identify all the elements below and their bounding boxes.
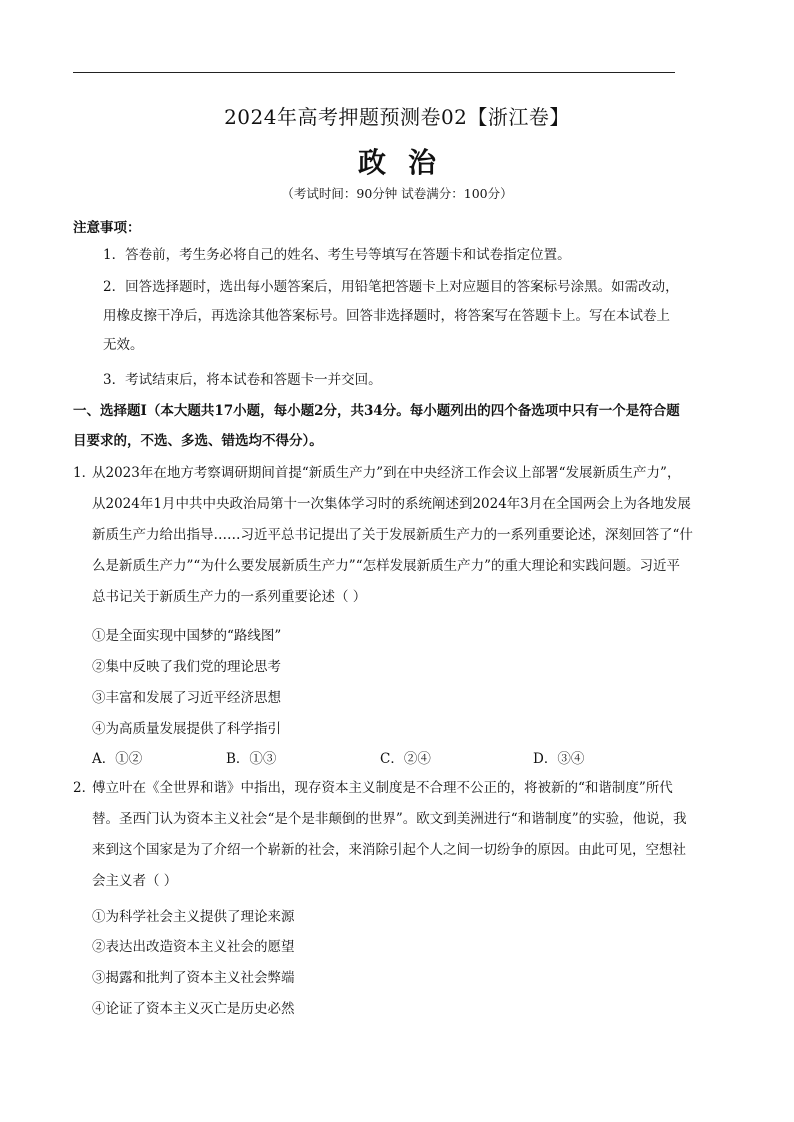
notice-item-2-text-span: 2．回答选择题时，选出每小题答案后，用铅笔把答题卡上对应题目的答案标号涂黑。如需改动，用橡皮擦干净后，再选涂其他答案标号。回答非选择题时，将答案写在答题卡上。写在本试卷上无效。 [103,279,679,353]
question-1-stem: 从2023年在地方考察调研期间首提“新质生产力”到在中央经济工作会议上部署“发展新质生产力”，从2024年1月中共中央政治局第十一次集体学习时的系统阐述到2024年3月在全国两会上为各地发展新质生产力给出指导……习近平总书记提出了关于发展新质生产力的一系列重要论述，深刻回答了“什么是新质生产力”“为什么要发展新质生产力”“怎样发展新质生产力”的重大理论和实践问题。习近平总书记关于新质生产力的一系列重要论述（ ） [92,465,693,605]
notice-item-3-text: 3．考试结束后，将本试卷和答题卡一并交回。 [103,372,382,388]
header-rule [73,72,675,73]
question-2 [73,773,693,897]
question-1-choice-c: C．②④ [380,751,431,767]
question-1-number: 1． [73,465,96,481]
question-1-choice-a: A．①② [92,751,143,767]
question-1-option-2: ②集中反映了我们党的理论思考 [92,659,281,675]
exam-title: 2024年高考押题预测卷02【浙江卷】 [224,105,570,129]
notice-item-3 [73,366,683,395]
subject-title: 政治 [357,146,458,179]
notice-title: 注意事项： [73,220,141,236]
question-1-choice-d: D．③④ [533,751,585,767]
section-heading: 一、选择题Ⅰ（本大题共17小题，每小题2分，共34分。每小题列出的四个备选项中只有一个是符合题目要求的，不选、多选、错选均不得分）。 [73,403,680,449]
question-2-option-2: ②表达出改造资本主义社会的愿望 [92,939,295,955]
question-1-option-4: ④为高质量发展提供了科学指引 [92,721,281,737]
question-2-option-1: ①为科学社会主义提供了理论来源 [92,909,295,925]
question-2-option-3: ③揭露和批判了资本主义社会弊端 [92,970,295,986]
exam-info: （考试时间：90分钟 试卷满分：100分） [281,186,513,201]
question-1-option-1: ①是全面实现中国梦的“路线图” [92,628,282,644]
notice-item-2-text [73,273,683,360]
question-2-stem: 傅立叶在《全世界和谐》中指出，现存资本主义制度是不合理不公正的，将被新的“和谐制度”所代替。圣西门认为资本主义社会“是个是非颠倒的世界”。欧文到美洲进行“和谐制度”的实验，他说，我来到这个国家是为了介绍一个崭新的社会，来消除引起个人之间一切纷争的原因。由此可见，空想社会主义者（ ） [92,780,687,889]
question-1-option-3: ③丰富和发展了习近平经济思想 [92,690,281,706]
question-2-option-4: ④论证了资本主义灭亡是历史必然 [92,1001,295,1017]
question-1-choice-b: B．①③ [226,751,277,767]
question-2-number: 2． [73,780,96,796]
question-1 [73,458,693,613]
notice-item-1-text: 1．答卷前，考生务必将自己的姓名、考生号等填写在答题卡和试卷指定位置。 [103,247,571,263]
notice-item-1 [73,241,683,270]
notice-item-2 [73,273,683,360]
